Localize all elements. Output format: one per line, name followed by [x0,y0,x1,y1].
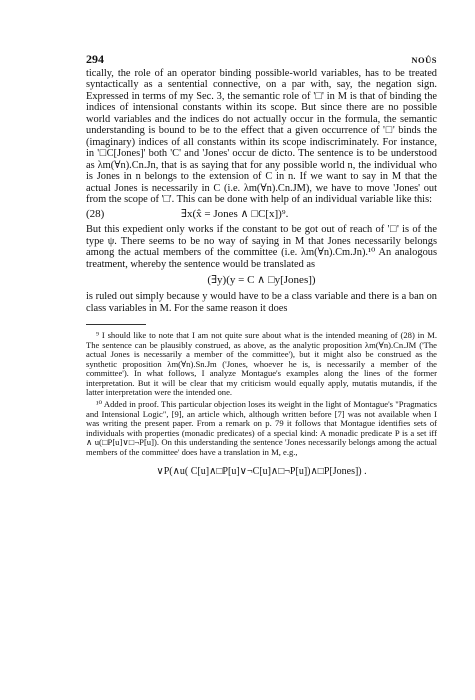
footnote-9: ⁹ I should like to note that I am not quite sure about what is the intended meaning of (28) in M. The sentence can be plausibly construed, as above, as the analytic proposition λm(∀n).Cn.JM ('The actual Jones is necessarily a member of the committee'), but it might also be construed as the synthetic proposition λm(∀n).Sn.Jm ('Jones, whoever he is, is necessarily a member of the committee'). In what follows, I analyze Montague's examples along the lines of the former interpretation. But it will be clear that my criticism would equally apply, mutatis mutandis, if the latter interpretation were the intended one. [86,330,437,398]
formula-class-variable: (∃y)(y = C ∧ □y[Jones]) [207,274,316,287]
paragraph-2: But this expedient only works if the constant to be got out of reach of '□' is of the type ψ. There seems to be no way of saying in M that Jones necessarily belongs among the actual members of the committee (i.e. λm(∀n).Cm.Jn).¹⁰ An analogous treatment, whereby the sentence would be translated as [86,224,437,270]
formula-28-expression: ∃x(x̂ = Jones ∧ □C[x])⁹. [181,208,289,221]
formula-28-number: (28) [86,208,105,221]
main-text [86,68,437,477]
footnote-10-formula: ∨P(∧u( C[u]∧□P[u]∨¬C[u]∧□¬P[u])∧□P[Jones]) . [156,466,367,478]
running-head: NOÛS [411,55,437,65]
page-number: 294 [86,52,104,66]
page-header [86,52,437,67]
footnotes [86,331,437,477]
paragraph-3: is ruled out simply because y would have to be a class variable and there is a ban on class variables in M. For the same reason it does [86,291,437,314]
formula-28 [86,208,437,221]
footnote-10: ¹⁰ Added in proof. This particular objection loses its weight in the light of Montague's "Pragmatics and Intensional Logic", [9], an article which, although written before [7] was not available when I was writing the present paper. From a remark on p. 79 it follows that Montague identifies sets of individuals with properties (monadic predicates) of a special kind: A monadic predicate P is a set iff ∧ u(□P[u]∨□¬P[u]). On this understanding the sentence 'Jones necessarily belongs among the actual members of the committee' does have a translation in M, e.g., [86,398,437,457]
footnote-rule [86,324,146,325]
paragraph-1: tically, the role of an operator binding possible-world variables, has to be treated syntactically as a sentential connective, on a par with, say, the negation sign. Expressed in terms of my Sec. 3, the semantic role of '□' in M is that of binding the indices of intensional constants within its scope. But since there are no possible world variables and the indices do not actually occur in the formula, the semantic understanding is bound to be to the effect that a given occurrence of '□' binds the (imaginary) indices of all constants within its scope indiscriminately. For instance, in '□C[Jones]' both 'C' and 'Jones' occur de dicto. The sentence is to be understood as λm(∀n).Cn.Jn, that is as saying that for any possible world n, the individual who is Jones in n belongs to the extension of C in n. If we want to say in M that the actual Jones is necessarily in C (i.e. λm(∀n).Cn.JM), we have to move 'Jones' out from the scope of '□'. This can be done with help of an individual variable like this: [86,68,437,205]
